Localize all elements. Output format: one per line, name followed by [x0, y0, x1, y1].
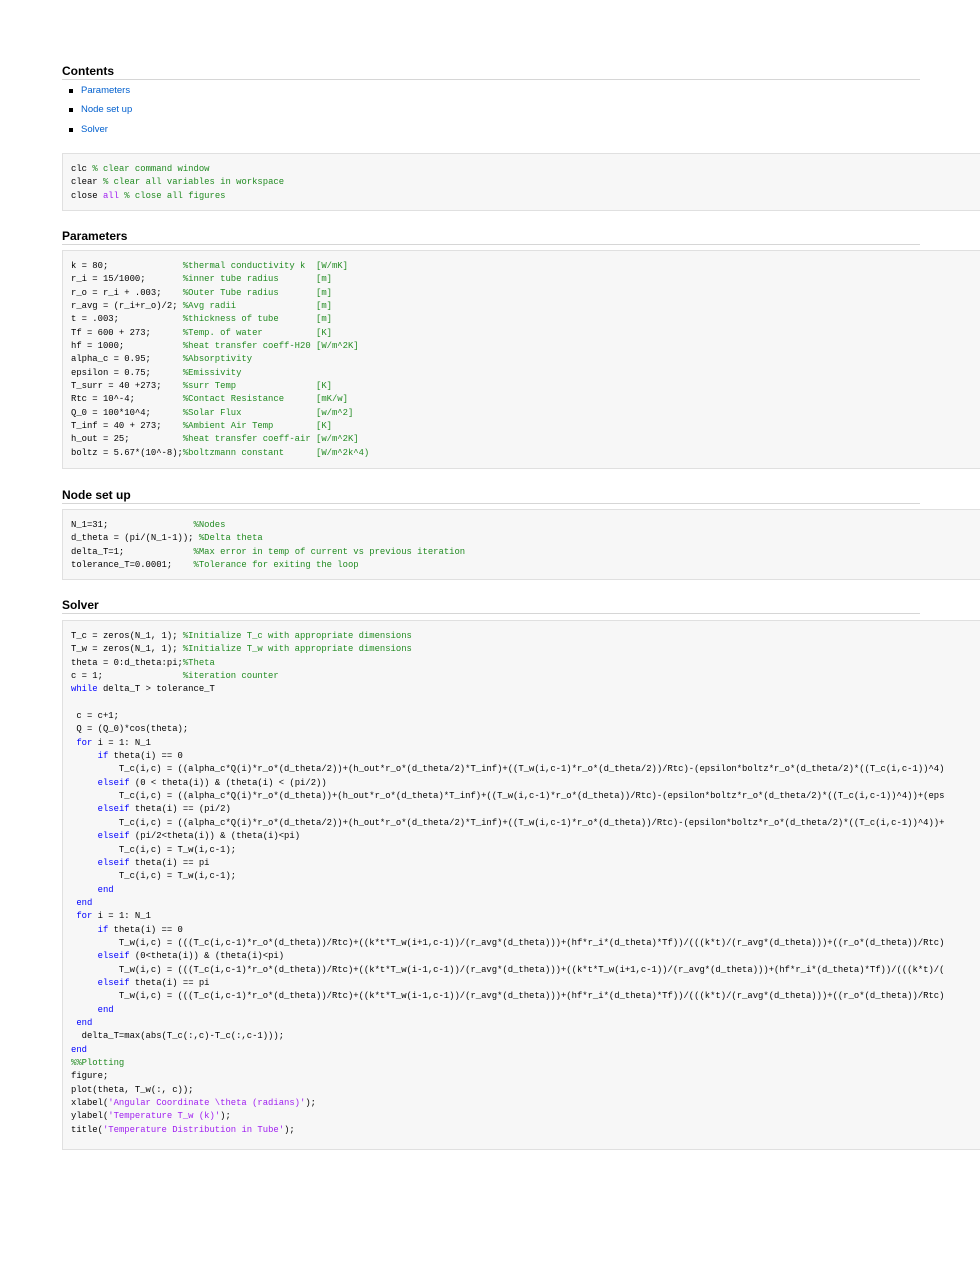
code-keyword: for: [76, 737, 93, 748]
code-comment: %thermal conductivity k [W/mK]: [182, 261, 348, 271]
code-line: [71, 274, 332, 284]
code-token: T_c(i,c) = T_w(i,c-1);: [71, 871, 237, 882]
code-token: plot(theta, T_w(:, c));: [71, 1084, 194, 1095]
code-line: [71, 288, 332, 298]
code-line: [71, 764, 944, 774]
code-keyword: elseif: [97, 857, 130, 868]
code-text: [71, 630, 980, 1137]
toc-link-parameters[interactable]: Parameters: [81, 85, 131, 96]
code-comment: %Contact Resistance [mK/w]: [182, 394, 348, 405]
code-keyword: end: [97, 1004, 114, 1015]
code-token: all: [102, 190, 119, 201]
code-comment: % clear command window: [92, 164, 210, 174]
code-line: [71, 751, 183, 761]
code-line: [71, 421, 332, 431]
code-token: Rtc = 10^-4;: [71, 394, 183, 405]
code-line: [71, 164, 209, 174]
code-token: delta_T=1;: [71, 546, 194, 557]
code-token: [71, 978, 98, 988]
code-line: [71, 434, 359, 444]
code-line: [71, 938, 944, 948]
code-keyword: if: [97, 924, 109, 935]
code-line: [71, 1111, 231, 1121]
code-line: [71, 831, 300, 841]
code-token: figure;: [71, 1071, 109, 1082]
code-token: T_c = zeros(N_1, 1);: [71, 631, 183, 641]
code-line: [71, 818, 944, 828]
code-comment: %Ambient Air Temp [K]: [182, 421, 332, 432]
code-comment: %Solar Flux [w/m^2]: [182, 407, 354, 418]
code-comment: %Initialize T_c with appropriate dimensions: [182, 631, 412, 641]
code-line: [71, 631, 412, 641]
toc-item: [62, 123, 132, 142]
code-token: clear: [71, 177, 103, 188]
code-line: [71, 871, 236, 881]
code-token: xlabel(: [71, 1098, 109, 1109]
code-comment: %thickness of tube [m]: [182, 314, 332, 325]
code-token: (pi/2<theta(i)) & (theta(i)<pi): [129, 831, 301, 842]
code-token: ylabel(: [71, 1111, 109, 1122]
code-line: [71, 408, 353, 418]
code-line: [71, 368, 241, 378]
code-line: [71, 448, 369, 458]
code-line: [71, 1018, 92, 1028]
code-line: [71, 177, 284, 187]
code-token: (0 < theta(i)) & (theta(i) < (pi/2)): [129, 777, 327, 788]
code-comment: %Initialize T_w with appropriate dimensions: [182, 644, 412, 655]
code-comment: %Temp. of water [K]: [182, 327, 332, 338]
code-comment: %inner tube radius [m]: [182, 274, 332, 285]
toc-link-solver[interactable]: Solver: [81, 123, 108, 135]
code-token: [71, 778, 98, 788]
code-string: 'Angular Coordinate \theta (radians)': [108, 1098, 306, 1109]
code-string: 'Temperature T_w (k)': [108, 1111, 221, 1122]
code-line: [71, 684, 215, 694]
code-comment: %surr Temp [K]: [182, 381, 332, 392]
code-line: [71, 978, 210, 988]
code-token: theta(i) == pi: [129, 857, 210, 868]
code-line: [71, 658, 215, 668]
code-comment: %Tolerance for exiting the loop: [193, 560, 359, 571]
code-line: [71, 858, 210, 868]
code-comment: % clear all variables in workspace: [102, 177, 285, 188]
code-token: [71, 925, 98, 935]
code-keyword: elseif: [97, 777, 130, 788]
code-line: [71, 381, 332, 391]
toc-item: [62, 84, 132, 103]
toc-link-node-setup[interactable]: Node set up: [81, 104, 133, 116]
code-token: );: [284, 1124, 295, 1135]
code-line: [71, 1125, 295, 1135]
code-token: [71, 885, 98, 895]
code-string: 'Temperature Distribution in Tube': [102, 1124, 285, 1135]
code-line: [71, 301, 332, 311]
code-comment: %Emissivity: [182, 367, 242, 378]
code-line: [71, 804, 231, 814]
code-token: [71, 1005, 98, 1015]
code-token: k = 80;: [71, 261, 183, 271]
code-token: T_c(i,c) = ((alpha_c*Q(i)*r_o*(d_theta/2))+(h_out*r_o*(d_theta/2)*T_inf)+((T_w(i,c-1)*r_o*(d_theta))/Rtc)-(epsilon*boltz*r_o*(d_theta/2)*((T_c(i,c-1))^4))+: [71, 817, 945, 828]
code-line: [71, 394, 348, 404]
code-token: close: [71, 190, 103, 201]
code-line: [71, 791, 944, 801]
code-token: T_inf = 40 + 273;: [71, 421, 183, 432]
code-token: epsilon = 0.75;: [71, 367, 183, 378]
code-comment: %Outer Tube radius [m]: [182, 287, 332, 298]
code-line: [71, 1098, 316, 1108]
code-line: [71, 898, 92, 908]
code-token: );: [305, 1098, 316, 1109]
code-token: [71, 831, 98, 841]
code-token: [71, 951, 98, 961]
code-token: theta(i) == 0: [108, 751, 183, 762]
code-line: [71, 533, 263, 543]
code-comment: %Absorptivity: [182, 354, 253, 365]
table-of-contents: [62, 84, 132, 142]
code-line: [71, 328, 332, 338]
code-keyword: elseif: [97, 804, 130, 815]
code-line: [71, 1031, 284, 1041]
code-line: [71, 1085, 194, 1095]
code-text: [71, 260, 980, 460]
code-line: [71, 778, 327, 788]
code-token: Q_0 = 100*10^4;: [71, 407, 183, 418]
code-line: [71, 560, 359, 570]
code-token: boltz = 5.67*(10^-8);: [71, 447, 183, 458]
code-comment: %heat transfer coeff-air [w/m^2K]: [182, 434, 359, 445]
code-line: [71, 671, 279, 681]
code-line: [71, 1045, 87, 1055]
code-line: [71, 711, 119, 721]
code-line: [71, 965, 944, 975]
code-line: [71, 354, 252, 364]
code-line: [71, 1005, 114, 1015]
code-keyword: elseif: [97, 831, 130, 842]
code-comment: %Delta theta: [198, 533, 263, 544]
code-block-node-setup: [62, 509, 980, 580]
code-comment: %iteration counter: [182, 671, 279, 682]
code-line: [71, 845, 236, 855]
code-line: [71, 724, 188, 734]
code-line: [71, 991, 944, 1001]
code-keyword: end: [71, 1044, 87, 1055]
code-keyword: while: [71, 684, 98, 695]
code-token: r_avg = (r_i+r_o)/2;: [71, 301, 183, 312]
code-token: T_w = zeros(N_1, 1);: [71, 644, 183, 655]
code-keyword: end: [76, 1017, 93, 1028]
code-token: T_c(i,c) = T_w(i,c-1);: [71, 844, 237, 855]
code-token: h_out = 25;: [71, 434, 183, 445]
code-token: c = c+1;: [71, 711, 119, 722]
code-token: c = 1;: [71, 671, 183, 682]
section-heading-solver: Solver: [62, 598, 920, 614]
code-token: i = 1: N_1: [92, 911, 151, 922]
code-line: [71, 951, 284, 961]
code-keyword: elseif: [97, 977, 130, 988]
code-token: d_theta = (pi/(N_1-1));: [71, 533, 199, 544]
code-block-solver: [62, 620, 980, 1150]
code-keyword: end: [97, 884, 114, 895]
section-heading-node-setup: Node set up: [62, 488, 920, 504]
code-comment: %boltzmann constant [W/m^2k^4): [182, 447, 370, 458]
code-token: delta_T > tolerance_T: [97, 684, 215, 695]
code-token: T_w(i,c) = (((T_c(i,c-1)*r_o*(d_theta))/Rtc)+((k*t*T_w(i+1,c-1))/(r_avg*(d_theta)))+(hf*r_i*(d_theta)*Tf))/(((k*t)/(r_avg*(d_theta)))+((r_o*(d_theta))/Rtc): [71, 937, 945, 948]
code-token: (0<theta(i)) & (theta(i)<pi): [129, 951, 285, 962]
code-block-parameters: [62, 250, 980, 469]
code-line: [71, 911, 151, 921]
code-line: [71, 738, 151, 748]
code-token: theta = 0:d_theta:pi;: [71, 657, 183, 668]
code-token: title(: [71, 1124, 103, 1135]
code-token: [71, 751, 98, 761]
code-token: hf = 1000;: [71, 341, 183, 352]
code-token: [71, 858, 98, 868]
code-comment: %Max error in temp of current vs previous iteration: [193, 546, 466, 557]
code-keyword: elseif: [97, 951, 130, 962]
code-token: T_w(i,c) = (((T_c(i,c-1)*r_o*(d_theta))/Rtc)+((k*t*T_w(i-1,c-1))/(r_avg*(d_theta)))+((k*t*T_w(i+1,c-1))/(r_avg*(d_theta)))+(hf*r_i*(d_theta)*Tf))/(((k*t)/(: [71, 964, 945, 975]
code-token: clc: [71, 164, 93, 174]
code-keyword: end: [76, 897, 93, 908]
code-line: [71, 191, 225, 201]
code-line: [71, 644, 412, 654]
code-keyword: if: [97, 751, 109, 762]
code-token: r_o = r_i + .003;: [71, 287, 183, 298]
code-keyword: for: [76, 911, 93, 922]
code-comment: %Nodes: [193, 520, 226, 530]
code-line: [71, 885, 114, 895]
code-token: theta(i) == pi: [129, 977, 210, 988]
code-line: [71, 261, 348, 271]
code-line: [71, 1071, 108, 1081]
code-token: Q = (Q_0)*cos(theta);: [71, 724, 189, 735]
code-text: [71, 163, 980, 203]
code-token: i = 1: N_1: [92, 737, 151, 748]
code-line: [71, 314, 332, 324]
code-block-init: [62, 153, 980, 211]
code-token: Tf = 600 + 273;: [71, 327, 183, 338]
code-comment: % close all figures: [124, 190, 226, 201]
toc-item: [62, 103, 132, 122]
contents-heading: Contents: [62, 64, 920, 80]
code-line: [71, 925, 183, 935]
code-line: [71, 520, 225, 530]
code-token: T_surr = 40 +273;: [71, 381, 183, 392]
code-token: theta(i) == (pi/2): [129, 804, 231, 815]
code-token: theta(i) == 0: [108, 924, 183, 935]
code-line: [71, 1058, 124, 1068]
code-token: delta_T=max(abs(T_c(:,c)-T_c(:,c-1)));: [71, 1031, 285, 1042]
code-comment: %Theta: [182, 657, 215, 668]
code-token: alpha_c = 0.95;: [71, 354, 183, 365]
code-token: [71, 804, 98, 814]
code-token: N_1=31;: [71, 520, 194, 530]
code-comment: %%Plotting: [71, 1058, 125, 1068]
code-line: [71, 547, 465, 557]
code-token: T_c(i,c) = ((alpha_c*Q(i)*r_o*(d_theta/2))+(h_out*r_o*(d_theta/2)*T_inf)+((T_w(i,c-1)*r_o*(d_theta/2))/Rtc)-(epsilon*boltz*r_o*(d_theta/2)*((T_c(i,c-1))^4): [71, 764, 945, 775]
code-token: T_w(i,c) = (((T_c(i,c-1)*r_o*(d_theta))/Rtc)+((k*t*T_w(i-1,c-1))/(r_avg*(d_theta)))+(hf*r_i*(d_theta)*Tf))/(((k*t)/(r_avg*(d_theta)))+((r_o*(d_theta))/Rtc): [71, 991, 945, 1002]
code-token: tolerance_T=0.0001;: [71, 560, 194, 571]
code-comment: %Avg radii [m]: [182, 301, 332, 312]
code-line: [71, 341, 359, 351]
code-token: t = .003;: [71, 314, 183, 325]
code-text: [71, 519, 980, 572]
code-comment: %heat transfer coeff-H20 [W/m^2K]: [182, 341, 359, 352]
code-token: T_c(i,c) = ((alpha_c*Q(i)*r_o*(d_theta))+(h_out*r_o*(d_theta)*T_inf)+((T_w(i,c-1)*r_o*(d_theta))/Rtc)-(epsilon*boltz*r_o*(d_theta/2)*((T_c(i,c-1))^4))+(eps: [71, 791, 945, 802]
code-token: );: [220, 1111, 231, 1122]
section-heading-parameters: Parameters: [62, 229, 920, 245]
code-token: r_i = 15/1000;: [71, 274, 183, 285]
